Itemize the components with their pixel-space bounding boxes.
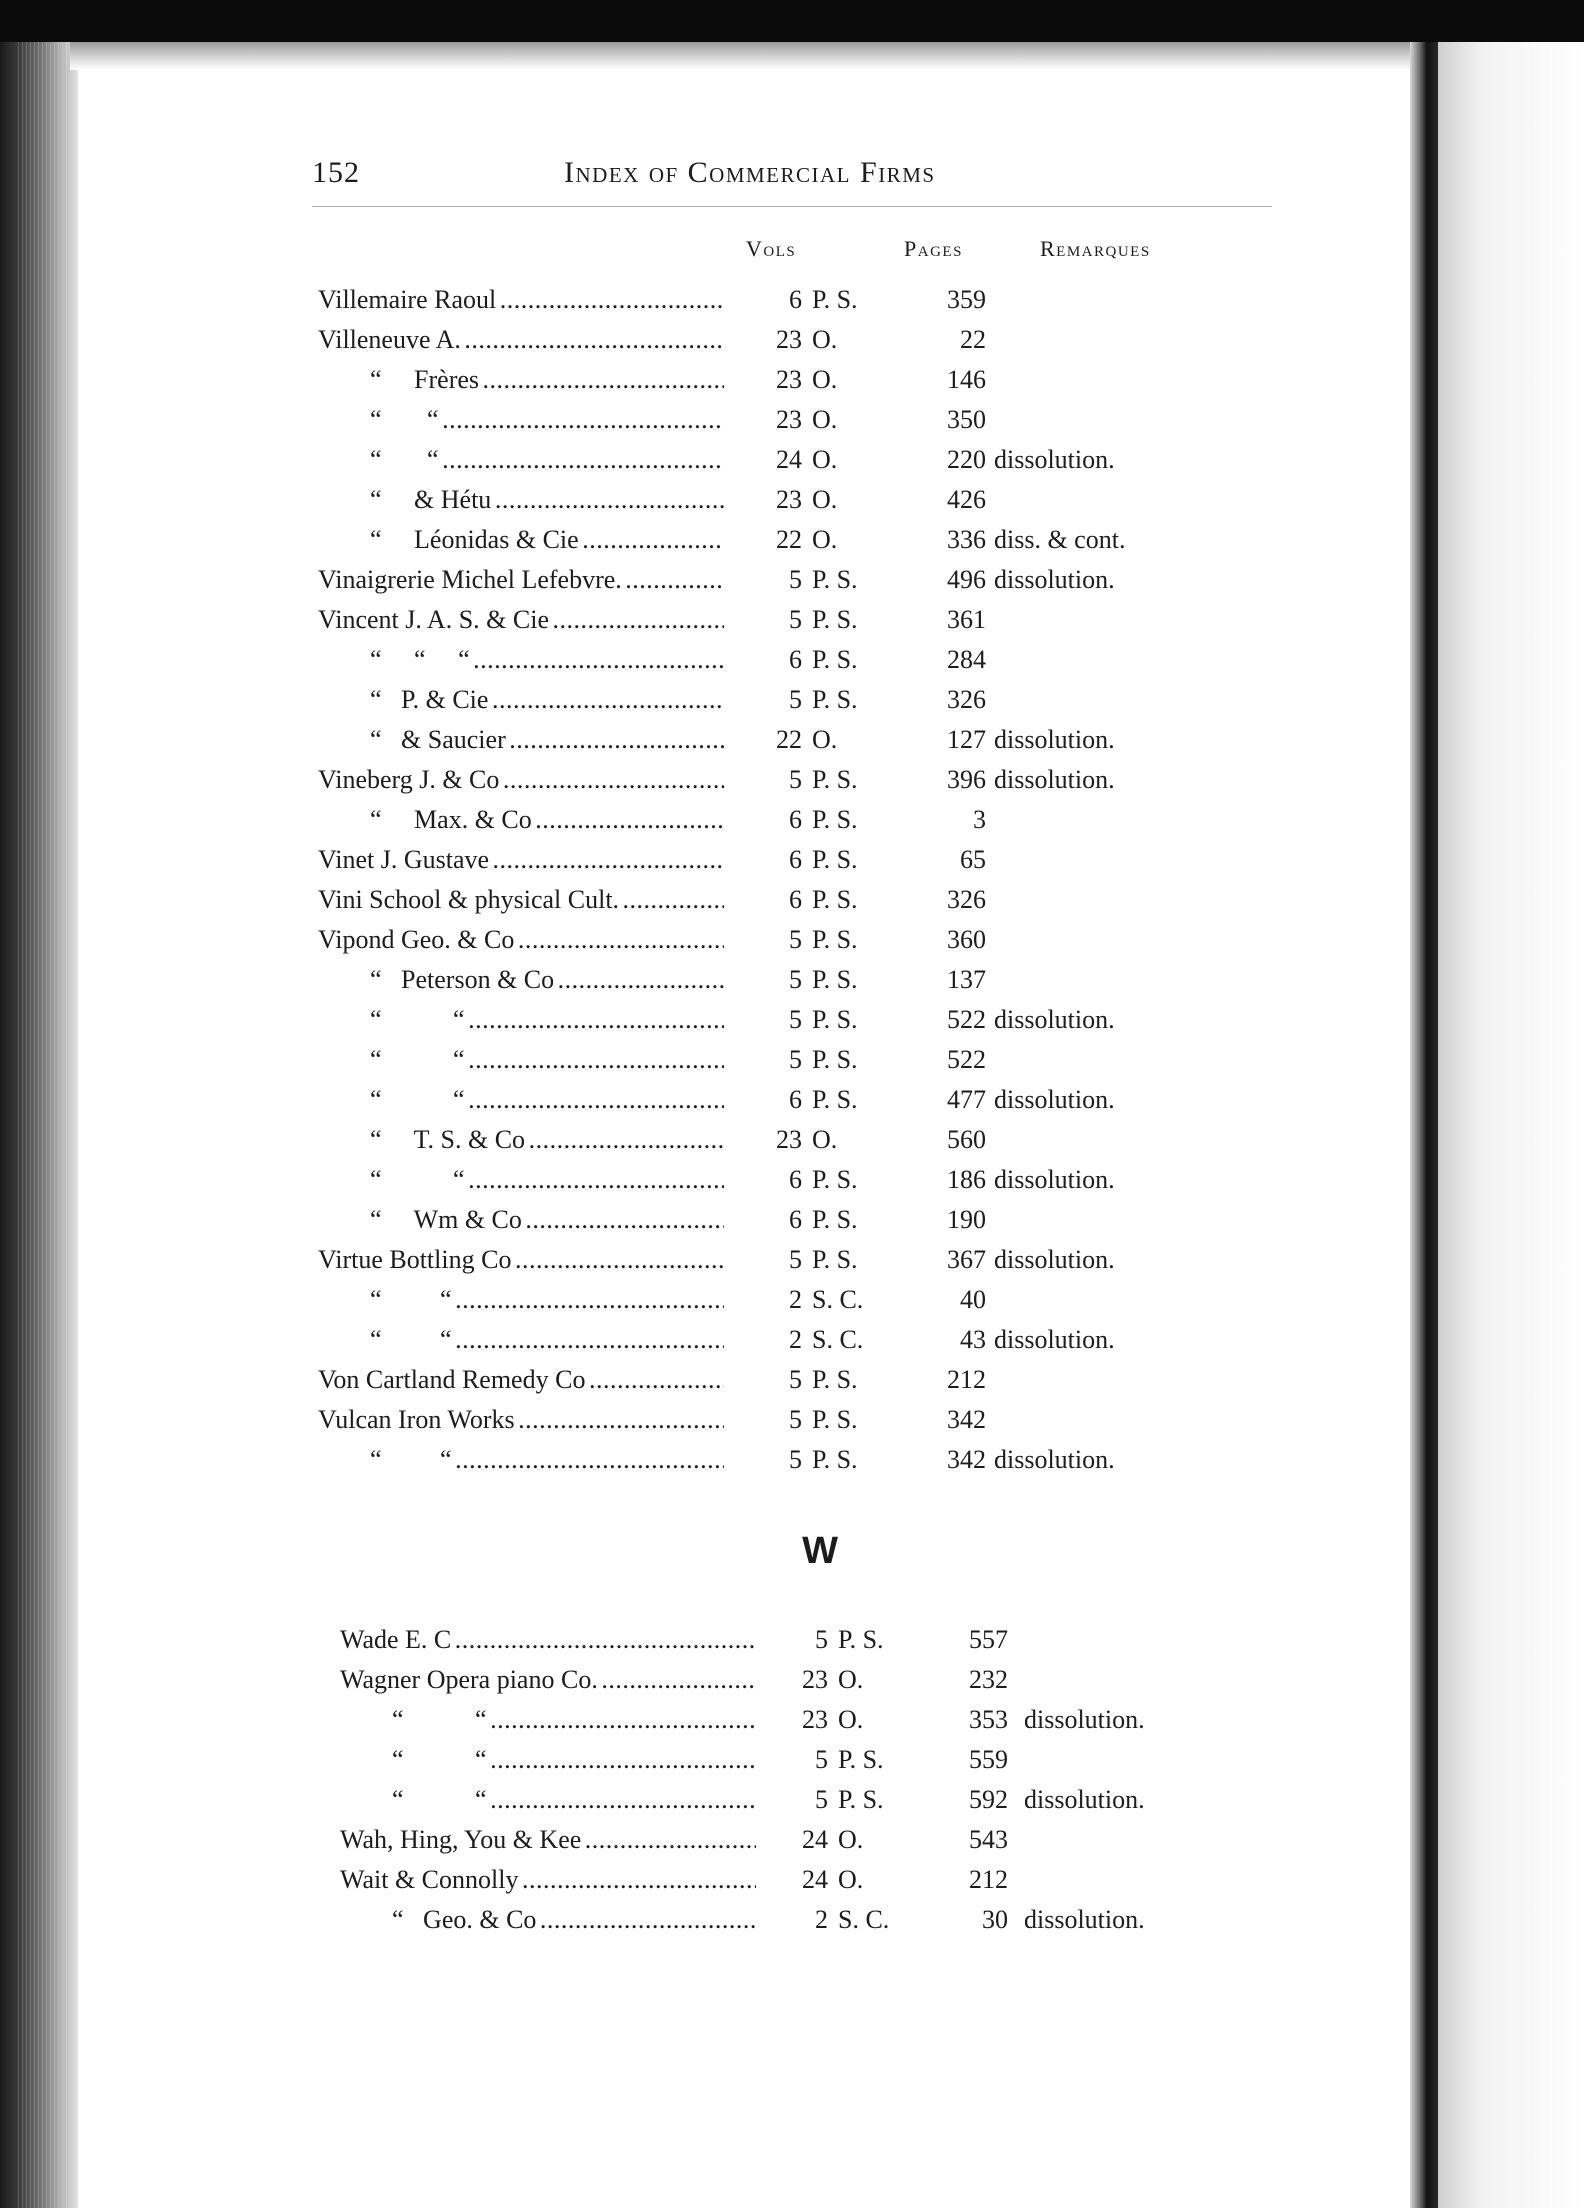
firm-name: “ P. & Cie . . . [370, 680, 724, 720]
firm-name: Virtue Bottling Co . . . [318, 1240, 724, 1280]
page-reference: 361 [947, 605, 986, 634]
page-reference: 360 [947, 925, 986, 954]
index-entry [0, 1860, 1584, 1900]
page-reference: 3 [973, 805, 986, 834]
page-reference: 353 [969, 1705, 1008, 1734]
series-code: O. [812, 485, 838, 514]
page-reference: 396 [947, 765, 986, 794]
index-entry [0, 480, 1584, 520]
index-entry [0, 1780, 1584, 1820]
series-code: P. S. [812, 885, 858, 914]
remark: dissolution. [994, 565, 1115, 594]
index-entry [0, 720, 1584, 760]
page-reference: 146 [947, 365, 986, 394]
remark: dissolution. [1024, 1905, 1145, 1934]
index-entry [0, 840, 1584, 880]
page-reference: 232 [969, 1665, 1008, 1694]
series-code: P. S. [812, 765, 858, 794]
firm-name: “ “ . . . [370, 400, 724, 440]
remark: dissolution. [994, 1245, 1115, 1274]
series-code: S. C. [812, 1285, 864, 1314]
page-reference: 212 [969, 1865, 1008, 1894]
volume-number: 5 [815, 1745, 828, 1774]
remark: dissolution. [994, 1325, 1115, 1354]
volume-number: 6 [789, 1165, 802, 1194]
firm-name: “ “ . . . [370, 1080, 724, 1120]
index-entry [0, 600, 1584, 640]
page-reference: 40 [960, 1285, 986, 1314]
section-letter-w: W [802, 1530, 838, 1572]
series-code: O. [812, 1125, 838, 1154]
volume-number: 23 [776, 1125, 802, 1154]
series-code: P. S. [812, 1245, 858, 1274]
volume-number: 5 [789, 605, 802, 634]
firm-name: “ & Saucier . . . [370, 720, 724, 760]
page-reference: 426 [947, 485, 986, 514]
series-code: P. S. [812, 1005, 858, 1034]
volume-number: 23 [776, 365, 802, 394]
index-entry [0, 760, 1584, 800]
series-code: P. S. [838, 1745, 884, 1774]
firm-name: “ “ . . . [370, 1280, 724, 1320]
page-header [312, 156, 1272, 206]
series-code: P. S. [812, 605, 858, 634]
volume-number: 6 [789, 885, 802, 914]
series-code: O. [838, 1665, 864, 1694]
series-code: P. S. [812, 845, 858, 874]
series-code: P. S. [812, 1365, 858, 1394]
index-entry [0, 1400, 1584, 1440]
page-reference: 592 [969, 1785, 1008, 1814]
firm-name: Vinaigrerie Michel Lefebvre. . . . [318, 560, 724, 600]
page-reference: 522 [947, 1005, 986, 1034]
page-reference: 127 [947, 725, 986, 754]
volume-number: 5 [789, 1445, 802, 1474]
series-code: S. C. [838, 1905, 890, 1934]
firm-name: Vini School & physical Cult. . . . [318, 880, 724, 920]
remark: dissolution. [1024, 1785, 1145, 1814]
volume-number: 5 [815, 1625, 828, 1654]
series-code: P. S. [838, 1785, 884, 1814]
firm-name: “ “ . . . [392, 1740, 756, 1780]
firm-name: Wait & Connolly . . . [340, 1860, 756, 1900]
firm-name: “ Frères . . . [370, 360, 724, 400]
index-entry [0, 680, 1584, 720]
volume-number: 24 [802, 1825, 828, 1854]
firm-name: Wah, Hing, You & Kee . . . [340, 1820, 756, 1860]
series-code: P. S. [812, 925, 858, 954]
volume-number: 23 [776, 325, 802, 354]
index-entry [0, 360, 1584, 400]
series-code: O. [812, 365, 838, 394]
column-heading-remarks: Remarques [1040, 236, 1151, 261]
remark: dissolution. [994, 1165, 1115, 1194]
firm-name: “ & Hétu . . . [370, 480, 724, 520]
remark: dissolution. [994, 765, 1115, 794]
volume-number: 5 [789, 1365, 802, 1394]
volume-number: 5 [789, 765, 802, 794]
series-code: O. [812, 445, 838, 474]
firm-name: “ Wm & Co . . . [370, 1200, 724, 1240]
index-entry [0, 560, 1584, 600]
firm-name: “ Max. & Co . . . [370, 800, 724, 840]
page-number: 152 [312, 156, 360, 189]
series-code: P. S. [812, 965, 858, 994]
remark: dissolution. [994, 1005, 1115, 1034]
column-headings [0, 236, 1584, 270]
index-entry [0, 1740, 1584, 1780]
series-code: O. [812, 525, 838, 554]
page-reference: 190 [947, 1205, 986, 1234]
volume-number: 5 [789, 1005, 802, 1034]
index-entry [0, 1900, 1584, 1940]
series-code: P. S. [812, 1045, 858, 1074]
page-reference: 367 [947, 1245, 986, 1274]
volume-number: 5 [789, 965, 802, 994]
volume-number: 5 [815, 1785, 828, 1814]
firm-name: “ “ . . . [370, 1160, 724, 1200]
index-entry [0, 1280, 1584, 1320]
volume-number: 6 [789, 285, 802, 314]
page-reference: 560 [947, 1125, 986, 1154]
firm-name: “ “ . . . [370, 1320, 724, 1360]
page-reference: 326 [947, 885, 986, 914]
volume-number: 6 [789, 645, 802, 674]
series-code: S. C. [812, 1325, 864, 1354]
index-entry [0, 320, 1584, 360]
index-entry [0, 1200, 1584, 1240]
page-reference: 186 [947, 1165, 986, 1194]
remark: dissolution. [994, 725, 1115, 754]
page-reference: 336 [947, 525, 986, 554]
firm-name: Vincent J. A. S. & Cie . . . [318, 600, 724, 640]
volume-number: 2 [789, 1285, 802, 1314]
page-reference: 559 [969, 1745, 1008, 1774]
column-heading-pages: Pages [904, 236, 963, 261]
page-reference: 220 [947, 445, 986, 474]
firm-name: “ “ . . . [370, 1000, 724, 1040]
series-code: P. S. [812, 1085, 858, 1114]
firm-name: “ T. S. & Co . . . [370, 1120, 724, 1160]
series-code: P. S. [812, 285, 858, 314]
index-entry [0, 1620, 1584, 1660]
remark: diss. & cont. [994, 525, 1126, 554]
page-reference: 326 [947, 685, 986, 714]
series-code: P. S. [812, 685, 858, 714]
volume-number: 23 [802, 1665, 828, 1694]
page-reference: 342 [947, 1445, 986, 1474]
volume-number: 5 [789, 925, 802, 954]
index-entry [0, 1820, 1584, 1860]
index-entry [0, 1080, 1584, 1120]
volume-number: 22 [776, 525, 802, 554]
column-heading-vols: Vols [746, 236, 797, 261]
index-entry [0, 400, 1584, 440]
series-code: P. S. [812, 645, 858, 674]
firm-name: “ “ . . . [370, 1040, 724, 1080]
index-entry [0, 1000, 1584, 1040]
page-reference: 212 [947, 1365, 986, 1394]
page-reference: 557 [969, 1625, 1008, 1654]
index-entry [0, 1240, 1584, 1280]
volume-number: 5 [789, 685, 802, 714]
index-entry [0, 1120, 1584, 1160]
series-code: P. S. [812, 565, 858, 594]
firm-name: Vipond Geo. & Co . . . [318, 920, 724, 960]
firm-name: “ “ . . . [370, 1440, 724, 1480]
firm-name: Vinet J. Gustave . . . [318, 840, 724, 880]
firm-name: Villemaire Raoul . . . [318, 280, 724, 320]
firm-name: Vulcan Iron Works . . . [318, 1400, 724, 1440]
page-reference: 477 [947, 1085, 986, 1114]
firm-name: Von Cartland Remedy Co . . . [318, 1360, 724, 1400]
volume-number: 23 [802, 1705, 828, 1734]
page-reference: 496 [947, 565, 986, 594]
volume-number: 2 [815, 1905, 828, 1934]
volume-number: 23 [776, 485, 802, 514]
volume-number: 24 [802, 1865, 828, 1894]
firm-name: Wade E. C . . . [340, 1620, 756, 1660]
volume-number: 5 [789, 565, 802, 594]
index-entry [0, 280, 1584, 320]
index-entry [0, 520, 1584, 560]
series-code: O. [838, 1865, 864, 1894]
volume-number: 2 [789, 1325, 802, 1354]
series-code: P. S. [838, 1625, 884, 1654]
volume-number: 6 [789, 1205, 802, 1234]
page-reference: 65 [960, 845, 986, 874]
volume-number: 24 [776, 445, 802, 474]
firm-name: Wagner Opera piano Co. . . . [340, 1660, 756, 1700]
series-code: P. S. [812, 1445, 858, 1474]
index-entry [0, 1660, 1584, 1700]
page-reference: 350 [947, 405, 986, 434]
index-entry [0, 920, 1584, 960]
index-entry [0, 1160, 1584, 1200]
volume-number: 5 [789, 1045, 802, 1074]
series-code: P. S. [812, 1405, 858, 1434]
page-reference: 359 [947, 285, 986, 314]
volume-number: 6 [789, 1085, 802, 1114]
index-entry [0, 440, 1584, 480]
firm-name: “ Peterson & Co . . . [370, 960, 724, 1000]
series-code: O. [812, 405, 838, 434]
volume-number: 22 [776, 725, 802, 754]
page-reference: 43 [960, 1325, 986, 1354]
index-entry [0, 1700, 1584, 1740]
header-rule [312, 206, 1272, 207]
volume-number: 5 [789, 1245, 802, 1274]
page-reference: 342 [947, 1405, 986, 1434]
firm-name: “ “ . . . [370, 440, 724, 480]
series-code: O. [838, 1705, 864, 1734]
firm-name: “ “ . . . [392, 1700, 756, 1740]
page-reference: 137 [947, 965, 986, 994]
running-title: Index of Commercial Firms [564, 156, 936, 189]
firm-name: “ “ “ . . . [370, 640, 724, 680]
index-entry [0, 1320, 1584, 1360]
page-reference: 543 [969, 1825, 1008, 1854]
remark: dissolution. [994, 1445, 1115, 1474]
volume-number: 23 [776, 405, 802, 434]
firm-name: “ Geo. & Co . . . [392, 1900, 756, 1940]
firm-name: Villeneuve A. . . . [318, 320, 724, 360]
volume-number: 5 [789, 1405, 802, 1434]
index-entry [0, 1040, 1584, 1080]
series-code: O. [812, 725, 838, 754]
series-code: P. S. [812, 1165, 858, 1194]
index-entry [0, 880, 1584, 920]
volume-number: 6 [789, 845, 802, 874]
series-code: P. S. [812, 1205, 858, 1234]
index-entry [0, 640, 1584, 680]
index-entry [0, 960, 1584, 1000]
remark: dissolution. [994, 1085, 1115, 1114]
index-entry [0, 1440, 1584, 1480]
firm-name: Vineberg J. & Co . . . [318, 760, 724, 800]
series-code: O. [812, 325, 838, 354]
index-entry [0, 1360, 1584, 1400]
firm-name: “ Léonidas & Cie . . . [370, 520, 724, 560]
page-reference: 22 [960, 325, 986, 354]
page-reference: 30 [982, 1905, 1008, 1934]
series-code: O. [838, 1825, 864, 1854]
remark: dissolution. [1024, 1705, 1145, 1734]
series-code: P. S. [812, 805, 858, 834]
index-entry [0, 800, 1584, 840]
remark: dissolution. [994, 445, 1115, 474]
page-reference: 284 [947, 645, 986, 674]
volume-number: 6 [789, 805, 802, 834]
firm-name: “ “ . . . [392, 1780, 756, 1820]
page-reference: 522 [947, 1045, 986, 1074]
